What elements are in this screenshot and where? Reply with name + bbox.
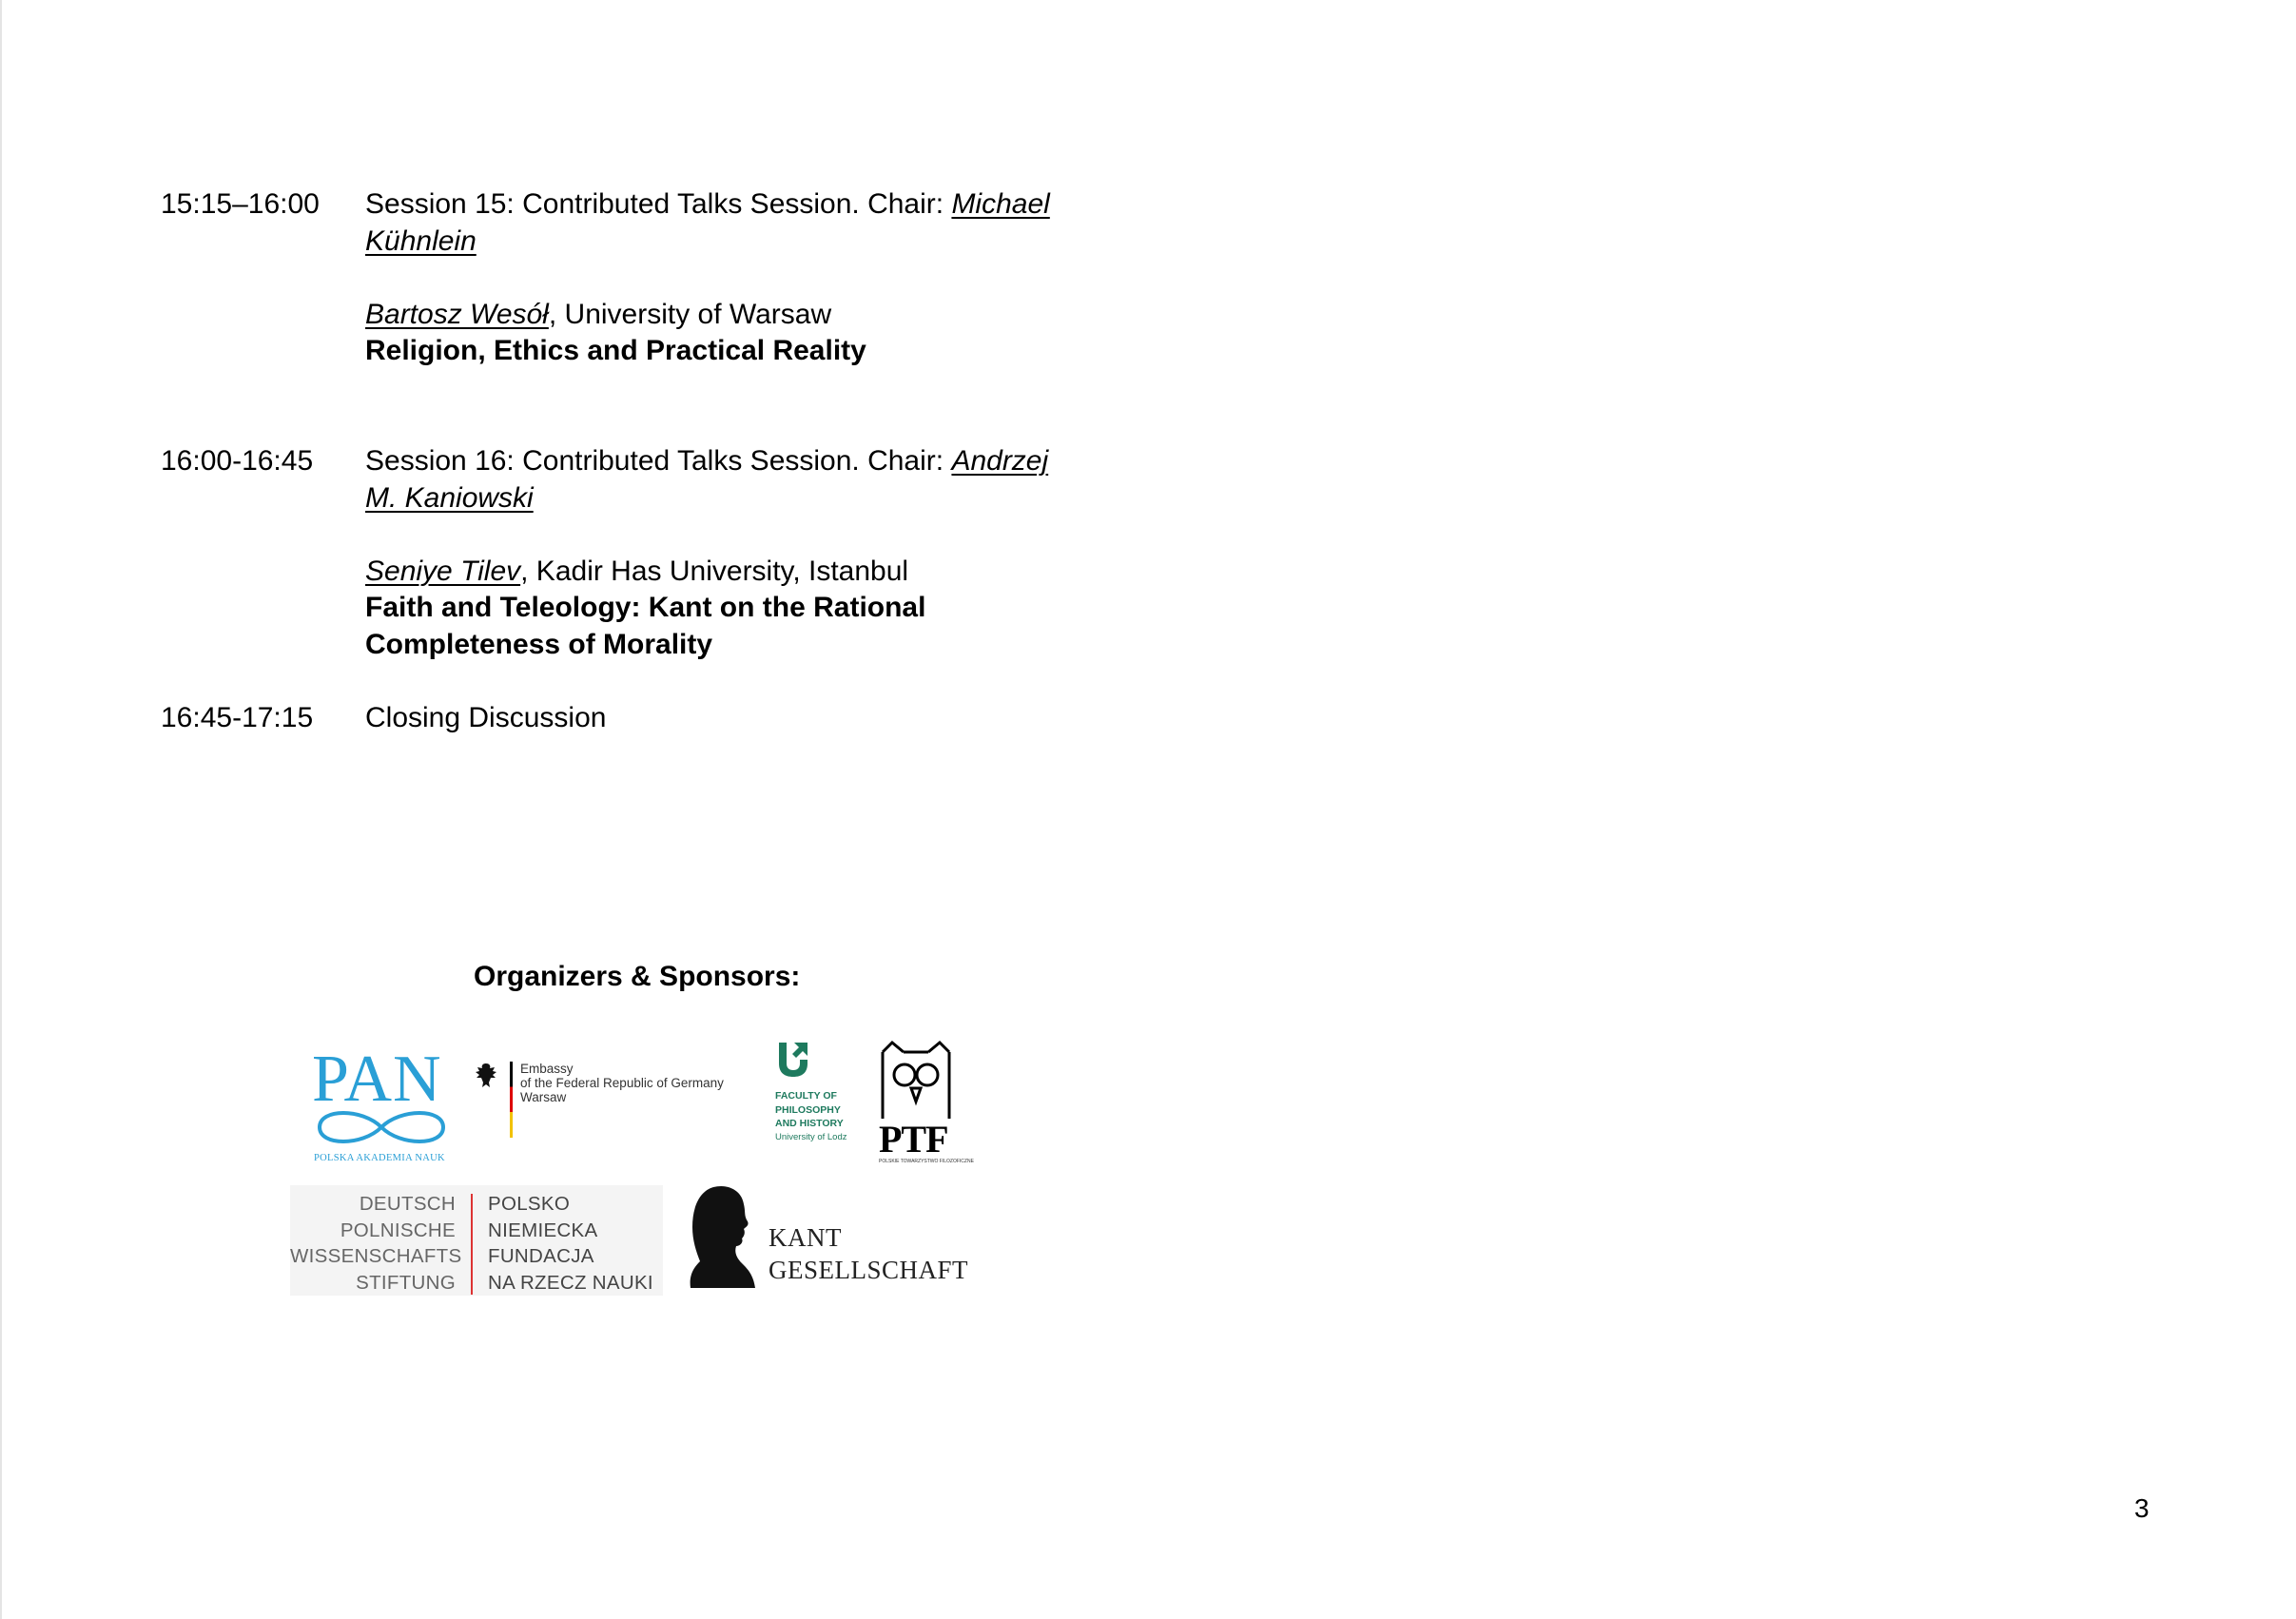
session-16-talk-title-line1: Faith and Teleology: Kant on the Rational	[365, 592, 926, 623]
owl-icon	[877, 1039, 955, 1122]
kant-silhouette-icon	[687, 1183, 757, 1292]
dpws-right-line-3: FUNDACJA	[488, 1245, 594, 1267]
pan-logo-subtitle: POLSKA AKADEMIA NAUK	[314, 1153, 445, 1163]
session-15-block	[365, 186, 1088, 370]
session-16-chair-cont: M. Kaniowski	[365, 481, 534, 514]
session-15-affiliation: , University of Warsaw	[548, 298, 832, 330]
dpws-left-line-4: STIFTUNG	[356, 1271, 456, 1294]
dpws-right-line-1: POLSKO	[488, 1193, 571, 1215]
session-16-label: Session 16: Contributed Talks Session. Chair:	[365, 445, 952, 477]
lodz-faculty-text	[775, 1089, 844, 1131]
session-15-chair-cont: Kühnlein	[365, 224, 477, 257]
page-number: 3	[2134, 1493, 2150, 1523]
embassy-line-3: Warsaw	[520, 1090, 567, 1104]
session-16-speaker: Seniye Tilev	[365, 555, 521, 587]
pan-logo-word: PAN	[312, 1043, 442, 1116]
session-16-time: 16:00-16:45	[161, 445, 314, 477]
session-15-talk-title: Religion, Ethics and Practical Reality	[365, 335, 866, 366]
dpws-right-line-4: NA RZECZ NAUKI	[488, 1271, 653, 1294]
kant-line-1: KANT	[769, 1223, 842, 1252]
lodz-subtitle: University of Lodz	[775, 1132, 847, 1142]
kant-text	[769, 1221, 968, 1286]
dpws-polish-text	[488, 1191, 653, 1296]
german-flag-bar	[510, 1062, 513, 1138]
session-15-time: 15:15–16:00	[161, 188, 320, 220]
page-edge	[0, 0, 2, 1619]
ptf-subtitle: POLSKIE TOWARZYSTWO FILOZOFICZNE	[879, 1159, 974, 1164]
dpws-left-line-1: DEUTSCH	[359, 1193, 456, 1215]
embassy-text	[520, 1062, 724, 1104]
session-15-label: Session 15: Contributed Talks Session. Chair:	[365, 188, 952, 220]
kant-line-2: GESELLSCHAFT	[769, 1256, 969, 1284]
dpws-divider	[471, 1194, 473, 1295]
session-16-block	[365, 443, 1088, 663]
embassy-line-2: of the Federal Republic of Germany	[520, 1076, 724, 1090]
lodz-line-1: FACULTY OF	[775, 1090, 837, 1102]
session-16-speaker-line	[365, 554, 1088, 591]
session-15-header	[365, 186, 1088, 224]
sponsors-heading: Organizers & Sponsors:	[474, 961, 801, 992]
dpws-right-line-2: NIEMIECKA	[488, 1219, 598, 1241]
session-16-chair: Andrzej	[951, 445, 1049, 477]
pan-infinity-icon	[310, 1103, 453, 1151]
session-16-affiliation: , Kadir Has University, Istanbul	[520, 555, 909, 587]
closing-discussion: Closing Discussion	[365, 702, 607, 733]
session-16-header	[365, 443, 1088, 480]
dpws-left-line-3: WISSENSCHAFTS	[290, 1245, 462, 1267]
embassy-line-1: Embassy	[520, 1062, 574, 1076]
lodz-line-3: AND HISTORY	[775, 1118, 844, 1129]
federal-eagle-icon	[472, 1062, 500, 1090]
dpws-left-line-2: POLNISCHE	[340, 1219, 456, 1241]
dpws-german-text	[290, 1191, 462, 1296]
lodz-line-2: PHILOSOPHY	[775, 1103, 841, 1116]
closing-time: 16:45-17:15	[161, 702, 314, 733]
ptf-word: PTF	[879, 1118, 948, 1161]
session-16-talk-title-line2: Completeness of Morality	[365, 628, 713, 660]
session-15-chair: Michael	[951, 188, 1050, 220]
session-15-speaker-line	[365, 297, 1088, 334]
session-15-speaker: Bartosz Wesół	[365, 298, 549, 330]
lodz-u-icon	[775, 1039, 811, 1081]
